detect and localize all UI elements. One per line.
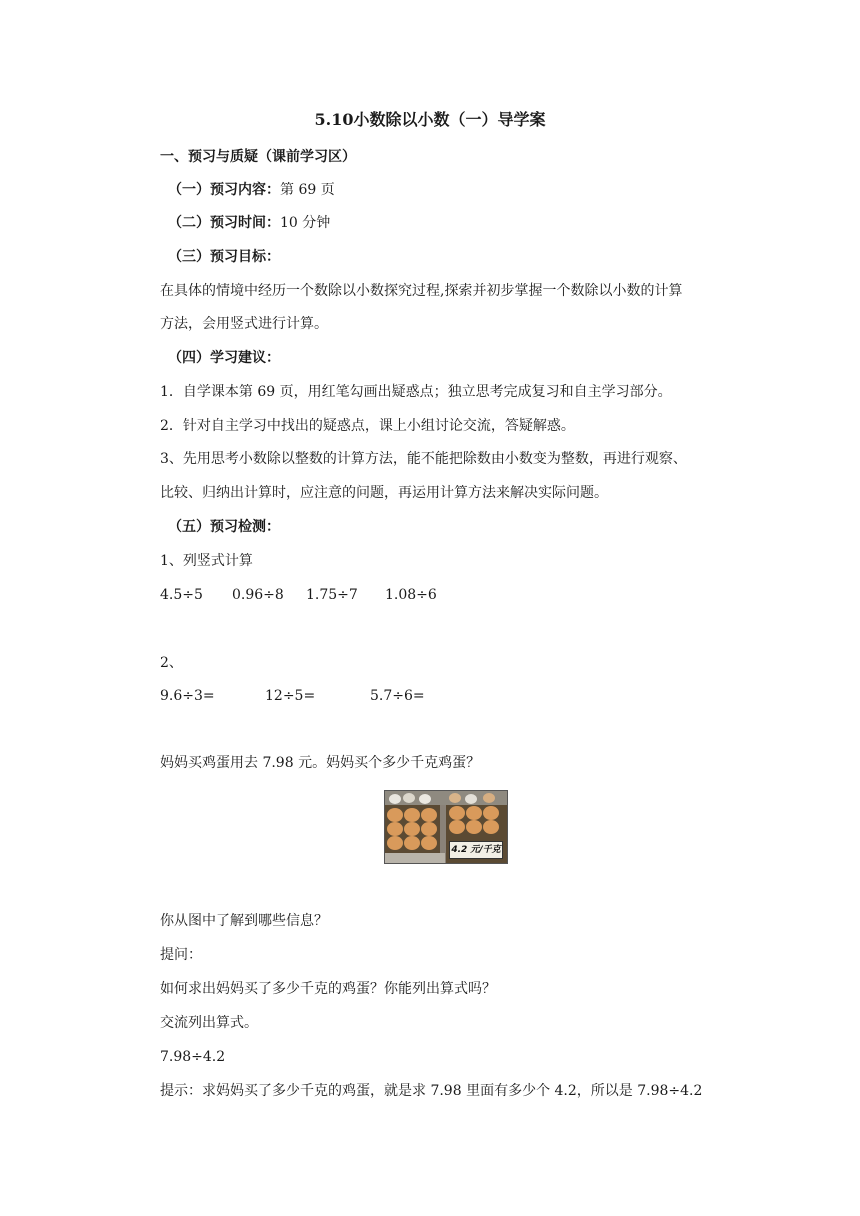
division-expression: 12÷5= (265, 688, 316, 704)
goal-heading: （三）预习目标： (168, 249, 280, 265)
exchange-text: 交流列出算式。 (160, 1015, 258, 1031)
info-question: 你从图中了解到哪些信息？ (160, 913, 328, 929)
advice-item: 3、先用思考小数除以整数的计算方法，能不能把除数由小数变为整数，再进行观察、 (160, 451, 687, 467)
advice-heading: （四）学习建议： (168, 350, 280, 366)
division-expression: 5.7÷6= (370, 688, 425, 704)
advice-item: 1．自学课本第 69 页，用红笔勾画出疑惑点；独立思考完成复习和自主学习部分。 (160, 384, 672, 400)
division-expression: 1.08÷6 (385, 587, 437, 603)
formula: 7.98÷4.2 (160, 1049, 226, 1065)
ask-label: 提问： (160, 947, 202, 963)
division-expression: 9.6÷3= (160, 688, 215, 704)
division-expression: 1.75÷7 (306, 587, 358, 603)
egg-tray-photo (384, 790, 508, 864)
question-2-label: 2、 (160, 655, 183, 671)
question-1-label: 1、列竖式计算 (160, 553, 253, 569)
preview-time-label: （二）预习时间： (168, 215, 280, 231)
price-sign: 4.2 元/千克 (449, 841, 503, 859)
preview-time (168, 213, 330, 233)
advice-item: 2．针对自主学习中找出的疑惑点，课上小组讨论交流，答疑解惑。 (160, 418, 575, 434)
goal-text-line-2: 方法，会用竖式进行计算。 (160, 316, 328, 332)
page-title: 5.10小数除以小数（一）导学案 (314, 110, 546, 129)
word-problem: 妈妈买鸡蛋用去 7.98 元。妈妈买个多少千克鸡蛋？ (160, 755, 481, 771)
preview-content (168, 180, 335, 200)
preview-time-value: 10 分钟 (280, 215, 331, 231)
check-heading: （五）预习检测： (168, 519, 280, 535)
advice-item: 比较、归纳出计算时，应注意的问题，再运用计算方法来解决实际问题。 (160, 485, 608, 501)
preview-content-value: 第 69 页 (280, 182, 335, 198)
section-heading: 一、预习与质疑（课前学习区） (160, 149, 356, 165)
goal-text-line-1: 在具体的情境中经历一个数除以小数探究过程,探索并初步掌握一个数除以小数的计算 (160, 283, 683, 299)
hint-text: 提示：求妈妈买了多少千克的鸡蛋，就是求 7.98 里面有多少个 4.2，所以是 7.98÷4.2 (160, 1083, 703, 1099)
division-expression: 4.5÷5 (160, 587, 203, 603)
ask-question: 如何求出妈妈买了多少千克的鸡蛋？你能列出算式吗？ (160, 981, 496, 997)
division-expression: 0.96÷8 (232, 587, 284, 603)
preview-content-label: （一）预习内容： (168, 182, 280, 198)
